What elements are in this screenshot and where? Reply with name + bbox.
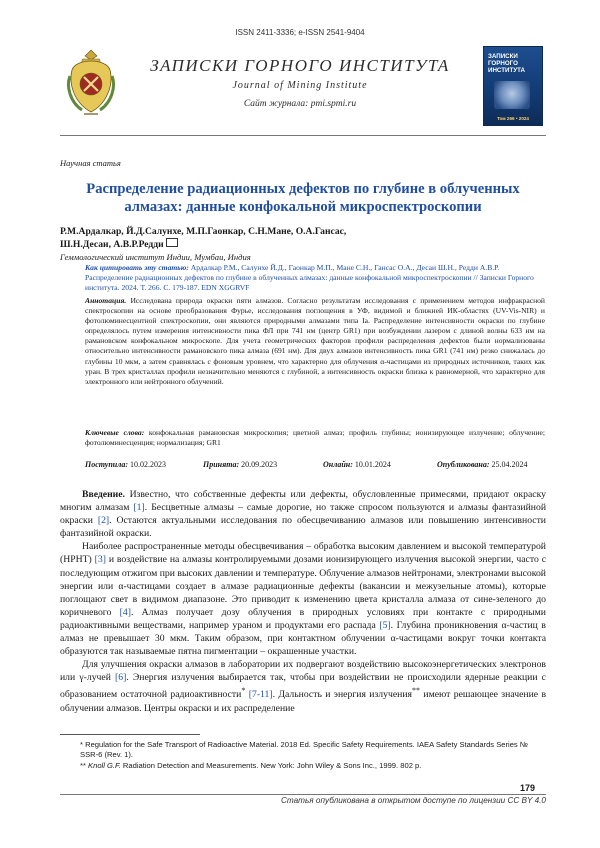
- p1-text-b: . Бесцветные алмазы – самые дорогие, но также спросом пользуются и алмазы фантазийной окраски: [60, 502, 547, 527]
- footnote-divider: [60, 734, 200, 735]
- p3-text-b: . Энергия излучения выбирается так, чтобы при воздействии не происходили ядерные реакции с образованием остаточной радиоактивности: [60, 672, 546, 701]
- date-online: [323, 460, 391, 469]
- email-icon[interactable]: [166, 238, 178, 247]
- date-received-value: 10.02.2023: [130, 460, 167, 469]
- footnote-2-author: Knoll G.F.: [85, 761, 121, 770]
- cover-title: [488, 53, 538, 75]
- article-body: [60, 488, 546, 715]
- cover-volume: Том 266 • 2024: [497, 116, 529, 121]
- page-number: 179: [520, 783, 536, 793]
- reference-link[interactable]: [3]: [94, 554, 106, 566]
- keywords-text: конфокальная рамановская микроскопия; цветной алмаз; профиль глубины; ионизирующее излучение; облучение; фотолюминесценция; нормализация; GR1: [85, 428, 545, 448]
- journal-title: ЗАПИСКИ ГОРНОГО ИНСТИТУТА: [150, 56, 450, 75]
- authors-line-2: Ш.Н.Десаи, А.В.Р.Редди: [60, 239, 164, 250]
- p3-text-a: Для улучшения окраски алмазов в лаборатории их подвергают воздействию высокоэнергетических электронов или γ-лучей: [60, 659, 546, 684]
- cover-title-line-2: ГОРНОГО: [488, 60, 518, 68]
- reference-link[interactable]: [7-11]: [248, 689, 273, 701]
- citation-label: Как цитировать эту статью:: [85, 263, 189, 272]
- header-divider: [60, 135, 546, 136]
- footnote-marker[interactable]: **: [411, 686, 421, 696]
- cover-title-line-1: ЗАПИСКИ: [488, 53, 518, 60]
- footnote-1-mark: *: [80, 740, 83, 749]
- footer-divider: [60, 794, 546, 795]
- date-published: [437, 460, 528, 469]
- authors: [60, 226, 546, 251]
- reference-link[interactable]: [2]: [97, 515, 110, 527]
- footnote-1: [80, 740, 546, 760]
- p2-text-b: и воздействие на алмазы контролируемыми дозами ионизирующего излучения высокой энергии, часто с последующим отжигом при высоких давлении и температуре. Облучение алмазов нейтронами, электронами высокой энергии или α-частицами создает в алмазе радиационные дефекты (вакансии и межузельные атомы), которые поглощают свет в видимом диапазоне. Это приводит к изменению цвета кристалла алмаза от сине-зеленого до коричневого: [60, 554, 546, 618]
- reference-link[interactable]: [6]: [115, 672, 127, 684]
- date-accepted-value: 20.09.2023: [241, 460, 278, 469]
- date-received: [85, 460, 166, 469]
- body-paragraph-1: [60, 488, 546, 540]
- keywords: [85, 428, 545, 448]
- date-accepted-label: Принята:: [203, 460, 240, 469]
- p2-text-a: Наиболее распространенные методы обесцвечивания – обработка высоким давлением и высокой температурой (HPHT): [60, 541, 546, 566]
- date-online-label: Онлайн:: [323, 460, 353, 469]
- reference-link[interactable]: [5]: [379, 619, 391, 631]
- abstract-label: Аннотация.: [85, 296, 127, 305]
- journal-cover-thumbnail: [483, 46, 543, 126]
- footnote-2: [80, 761, 546, 771]
- p2-text-d: . Глубина проникновения α-частиц в алмаз не превышает 30 мкм. Таким образом, при контактном облучении α-частицами вокруг точки контакта образуются так называемые пятна пигментации – окрашенные участки.: [60, 619, 546, 658]
- p1-text-a: Известно, что собственные дефекты или дефекты, обусловленные примесями, придают окраску многим алмазам: [60, 489, 546, 514]
- citation-text[interactable]: Ардалкар Р.М., Салунхе Й.Д., Гаонкар М.П., Мане С.Н., Гансас О.А., Десаи Ш.Н., Редди А.В.Р. Распределение радиационных дефектов по глубине в облученных алмазах: данные конфокальной микроспектроскопии // Записки Горного института. 2024. Т. 266. С. 179-187. EDN XGGRVF: [85, 263, 534, 292]
- date-published-value: 25.04.2024: [491, 460, 528, 469]
- cover-title-line-3: ИНСТИТУТА: [488, 67, 525, 75]
- abstract: [85, 296, 545, 387]
- footnote-2-text: Radiation Detection and Measurements. New York: John Wiley & Sons Inc., 1999. 802 p.: [120, 761, 422, 770]
- journal-subtitle: Journal of Mining Institute: [232, 80, 368, 91]
- p3-text-d: . Дальность и энергия излучения: [272, 689, 412, 701]
- body-paragraph-2: [60, 540, 546, 658]
- introduction-heading: Введение.: [82, 489, 125, 500]
- article-type: Научная статья: [60, 158, 121, 168]
- cover-image: [494, 81, 530, 109]
- date-accepted: [203, 460, 277, 469]
- footnote-2-mark: **: [80, 761, 86, 770]
- issn-line: ISSN 2411-3336; e-ISSN 2541-9404: [235, 28, 365, 37]
- abstract-text: Исследована природа окраски пяти алмазов. Согласно результатам исследования с применением методов инфракрасной спектроскопии на основе преобразования Фурье, исследования поглощения в УФ, видимой и ближней ИК-областях (UV-Vis-NIR) и фотолюминесцентной спектроскопии, они являются природными алмазами типа Ia. Распределение интенсивности окраски по глубине определялось путем измерения интенсивности пика ФЛ при 741 нм (центр GR1) при возбуждении лазером с длиной волны 633 нм на рамановском конфокальном микроскопе. Для учета геометрических факторов профили распределения дефектов были нормализованы относительно интенсивности рамановского пика алмаза (691 нм). Для двух алмазов интенсивность пика GR1 (741 нм) резко снижалась до глубины 10 мкм, а затем сравнялась с фоновым уровнем, что характерно для облучения α-частицами из природных источников, таких как уран. В трех кристаллах профили незначительно меняются с глубиной, а интенсивность окраски близка к равномерной, что характерно для электронного или нейтронного облучений.: [85, 296, 545, 386]
- institute-emblem-logo: [62, 46, 120, 120]
- keywords-label: Ключевые слова:: [85, 428, 145, 437]
- license-notice[interactable]: Статья опубликована в открытом доступе по лицензии CC BY 4.0: [280, 796, 546, 805]
- affiliation: Геммологический институт Индии, Мумбаи, Индия: [60, 252, 251, 262]
- date-published-label: Опубликована:: [437, 460, 490, 469]
- footnote-marker[interactable]: *: [241, 686, 246, 696]
- reference-link[interactable]: [1]: [133, 502, 145, 514]
- authors-line-1: Р.М.Ардалкар, Й.Д.Салунхе, М.П.Гаонкар, С.Н.Мане, О.А.Гансас,: [60, 226, 347, 237]
- authors-line-2-wrap: [60, 238, 546, 251]
- footnote-1-text: Regulation for the Safe Transport of Radioactive Material. 2018 Ed. Specific Safety Requirements. IAEA Safety Standards Series № SSR-6 (Rev. 1).: [80, 740, 528, 759]
- p3-text-e: имеют решающее значение в облучении алмазов. Центры окраски и их распределение: [60, 689, 547, 714]
- journal-website[interactable]: Сайт журнала: pmi.spmi.ru: [243, 99, 357, 109]
- p1-text-c: . Остаются актуальными исследования по обесцвечиванию алмазов или повышению интенсивности фантазийной окраски.: [60, 515, 546, 540]
- p2-text-c: . Алмаз получает дозу облучения в природных условиях при контакте с природными радиоактивными веществами, например ураном и продуктами его распада: [60, 606, 546, 631]
- body-paragraph-3: [60, 658, 546, 715]
- article-title: Распределение радиационных дефектов по глубине в облученных алмазах: данные конфокальной микроспектроскопии: [86, 181, 520, 215]
- date-received-label: Поступила:: [85, 460, 129, 469]
- reference-link[interactable]: [4]: [119, 606, 131, 618]
- citation-block: [85, 263, 545, 293]
- date-online-value: 10.01.2024: [354, 460, 391, 469]
